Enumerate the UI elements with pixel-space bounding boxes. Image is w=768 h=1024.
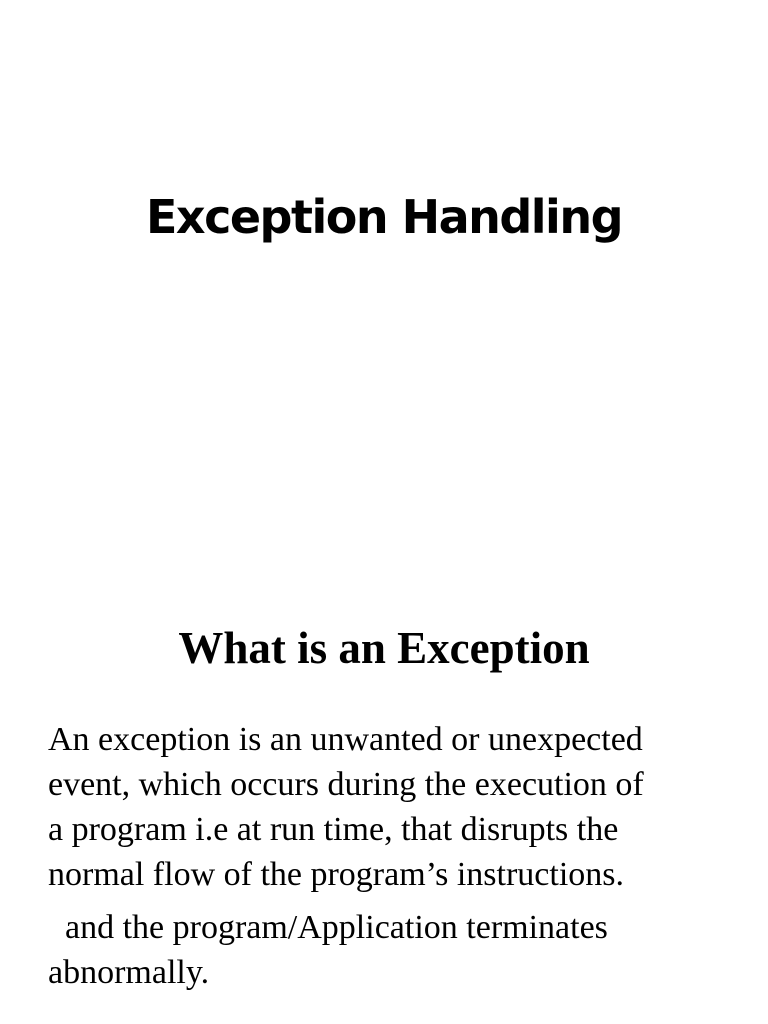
exception-definition-paragraph [48, 717, 728, 897]
paragraph-line: normal flow of the program’s instructions. [48, 856, 625, 893]
slide-title: Exception Handling [145, 190, 623, 244]
paragraph-line: event, which occurs during the execution of [48, 766, 644, 803]
paragraph-line: and the program/Application terminates [48, 909, 608, 946]
paragraph-line: An exception is an unwanted or unexpected [48, 721, 643, 758]
termination-paragraph [48, 905, 728, 995]
paragraph-line: abnormally. [48, 954, 210, 991]
section-heading: What is an Exception [178, 623, 590, 673]
paragraph-line: a program i.e at run time, that disrupts the [48, 811, 619, 848]
